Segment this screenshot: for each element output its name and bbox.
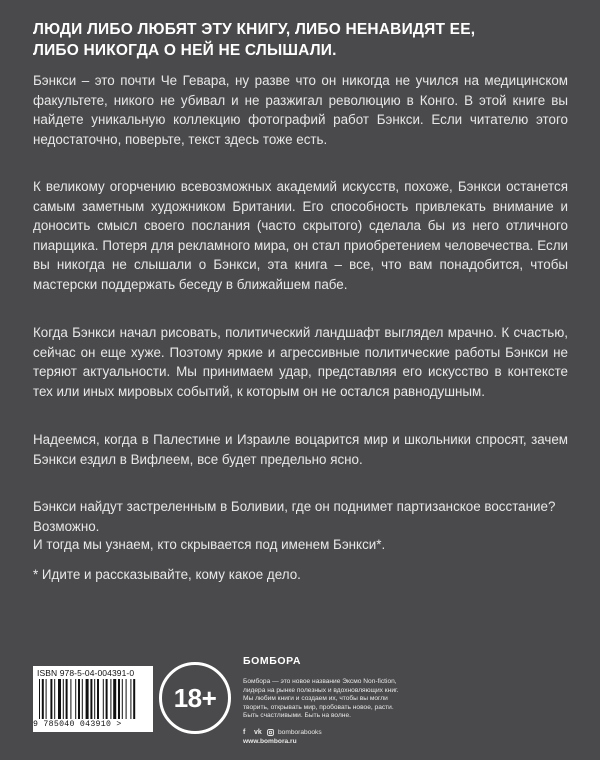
barcode-bar <box>66 679 68 719</box>
facebook-icon: f <box>243 728 246 736</box>
barcode-bar <box>42 679 44 719</box>
barcode-bar <box>78 679 80 719</box>
publisher-logo: БОМБОРА <box>243 655 302 667</box>
barcode-bar <box>106 679 108 719</box>
publisher-desc-line: Бомбора — это новое название Эксмо Non-fiction, <box>243 678 397 685</box>
barcode-bar <box>86 679 89 719</box>
barcode-bar <box>103 679 104 719</box>
barcode-bar <box>82 679 83 719</box>
headline-line-1: ЛЮДИ ЛИБО ЛЮБЯТ ЭТУ КНИГУ, ЛИБО НЕНАВИДЯТ ЕЕ, <box>33 21 476 38</box>
social-links <box>243 729 583 736</box>
vk-icon: vk <box>254 728 262 736</box>
barcode-bar <box>50 679 52 719</box>
paragraph-intro: Бэнкси – это почти Че Гевара, ну разве что он никогда не учился на медицинском факультете, никого не убивал и не разжигал революцию в Конго. В этой книге вы найдете уникальную коллекцию фотографий работ Бэнкси. Если читателю этого недостаточно, поверьте, текст здесь тоже есть. <box>33 73 568 147</box>
barcode-bar <box>130 679 131 719</box>
headline <box>33 19 573 61</box>
paragraph-politics: Когда Бэнкси начал рисовать, политический ландшафт выглядел мрачно. К счастью, сейчас он еще хуже. Поэтому яркие и агрессивные политические работы Бэнкси не теряют актуальности. Мы принимаем удар, представляя его искусство в контексте тех или иных мировых событий, к которым он не остался равнодушным. <box>33 325 568 399</box>
publisher-desc-line: Быть счастливыми. Быть на волне. <box>243 712 351 720</box>
instagram-icon <box>267 729 275 736</box>
barcode-bar <box>97 679 99 719</box>
publisher-block <box>243 655 583 745</box>
barcode-bar <box>133 679 135 719</box>
paragraph-bolivia: Бэнкси найдут застреленным в Боливии, где он поднимет партизанское восстание? Возможно. <box>33 499 556 534</box>
barcode-bar <box>122 679 123 719</box>
social-handle[interactable]: bomborabooks <box>278 728 322 736</box>
paragraph-palestine: Надеемся, когда в Палестине и Израиле воцарится мир и школьники спросят, зачем Бэнкси ездил в Вифлеем, все будет предельно ясно. <box>33 432 568 467</box>
barcode-bar <box>46 679 47 719</box>
barcode <box>33 666 153 732</box>
barcode-bar <box>126 679 127 719</box>
publisher-description <box>243 678 583 721</box>
barcode-bar <box>58 679 61 719</box>
barcode-digits: 9 785040 043910 > <box>33 720 122 729</box>
barcode-bar <box>110 679 111 719</box>
barcode-bar <box>54 679 55 719</box>
barcode-bar <box>75 679 76 719</box>
age-rating-badge <box>159 662 231 734</box>
barcode-bar <box>63 679 64 719</box>
paragraph-footnote: * Идите и рассказывайте, кому какое дело. <box>33 567 301 582</box>
barcode-bar <box>118 679 120 719</box>
paragraph-britain: К великому огорчению всевозможных академий искусств, похоже, Бэнкси останется самым заметным художником Британии. Его способность привлекать внимание и доносить смысл своего послания (часто скрытого) сделала бы из него отличного пиарщика. Потеря для рекламного мира, он стал приобретением человечества. Если вы никогда не слышали о Бэнкси, эта книга – все, что вам понадобится, чтобы мастерски поддержать беседу в ближайшем пабе. <box>33 179 568 292</box>
publisher-url[interactable]: www.bombora.ru <box>243 737 297 745</box>
paragraph-identity: И тогда мы узнаем, кто скрывается под именем Бэнкси*. <box>33 537 386 552</box>
barcode-bars <box>39 679 147 719</box>
barcode-bar <box>90 679 92 719</box>
publisher-desc-line: Мы любим книги и создаем их, чтобы вы могли <box>243 695 388 703</box>
headline-line-2: ЛИБО НИКОГДА О НЕЙ НЕ СЛЫШАЛИ. <box>33 42 337 59</box>
barcode-bar <box>94 679 95 719</box>
barcode-bar <box>39 679 40 719</box>
barcode-bar <box>70 679 71 719</box>
barcode-bar <box>113 679 116 719</box>
age-rating-label: 18+ <box>173 682 217 713</box>
publisher-desc-line: творить, открывать мир, пробовать новое, расти. <box>243 703 394 711</box>
publisher-desc-line: лидера на рынке полезных и вдохновляющих книг. <box>243 686 399 694</box>
isbn-label: ISBN 978-5-04-004391-0 <box>37 668 135 678</box>
